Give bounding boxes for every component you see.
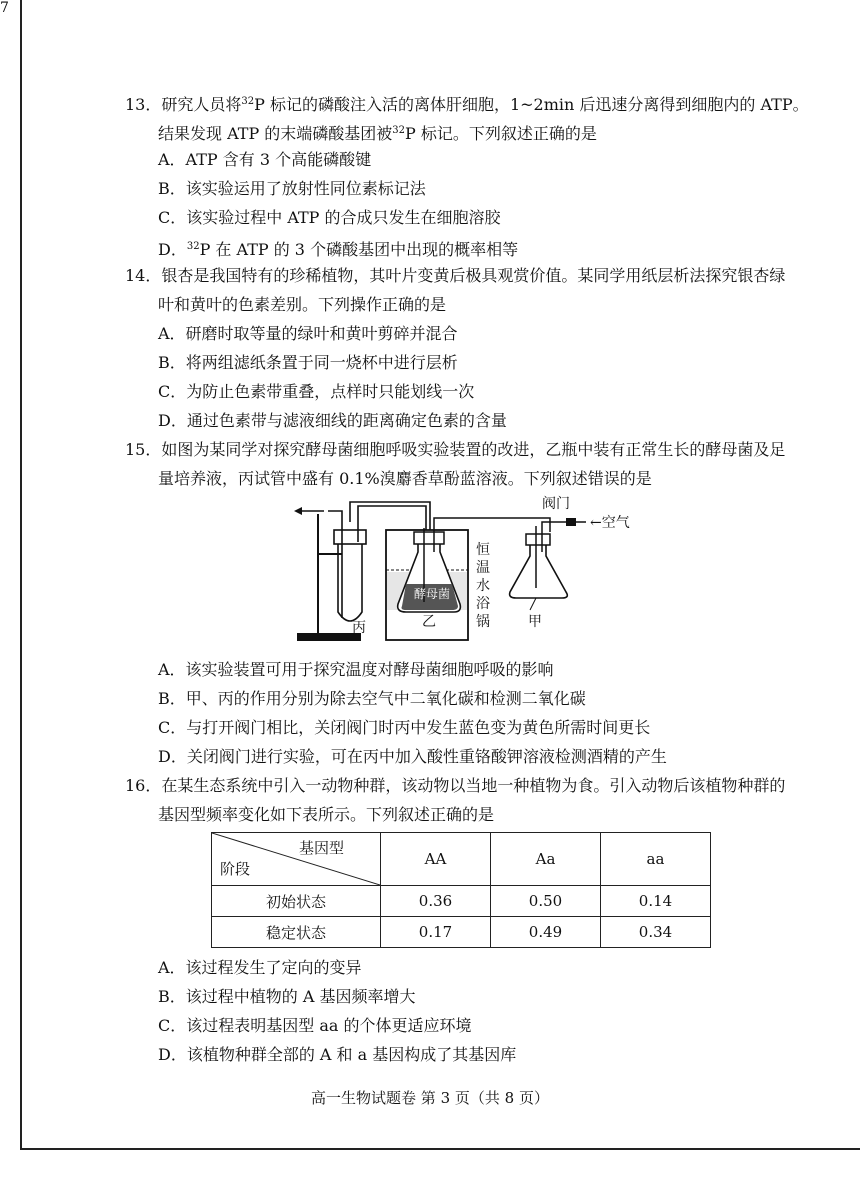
table-row	[212, 886, 711, 917]
q13-option-a: A．ATP 含有 3 个高能磷酸键	[158, 150, 372, 169]
q15-option-a: A．该实验装置可用于探究温度对酵母菌细胞呼吸的影响	[158, 660, 554, 679]
table-cell: 0.34	[601, 917, 711, 948]
table-cell: 0.50	[491, 886, 601, 917]
genotype-frequency-table	[211, 832, 711, 948]
table-cell: 0.14	[601, 886, 711, 917]
column-header: aa	[601, 833, 711, 886]
q16-option-b: B．该过程中植物的 A 基因频率增大	[158, 987, 416, 1006]
q15-stem-line2: 量培养液，丙试管中盛有 0.1%溴麝香草酚蓝溶液。下列叙述错误的是	[158, 469, 652, 488]
table-cell: 0.17	[381, 917, 491, 948]
q13-option-c: C．该实验过程中 ATP 的合成只发生在细胞溶胶	[158, 208, 501, 227]
corner-mark: 7	[0, 0, 9, 16]
q15-option-d: D．关闭阀门进行实验，可在丙中加入酸性重铬酸钾溶液检测酒精的产生	[158, 747, 667, 766]
bath-label-4: 锅	[476, 614, 490, 630]
q14-option-a: A．研磨时取等量的绿叶和黄叶剪碎并混合	[158, 324, 458, 343]
flask-jia	[510, 522, 568, 610]
table-header-row	[212, 833, 711, 886]
q14-option-b: B．将两组滤纸条置于同一烧杯中进行层析	[158, 353, 458, 372]
page-footer: 高一生物试题卷 第 3 页（共 8 页）	[311, 1089, 549, 1107]
yeast-label: 酵母菌	[414, 587, 451, 601]
flask-yi-label: 乙	[422, 614, 436, 630]
outlet-arrow	[294, 507, 324, 515]
q13-option-b: B．该实验运用了放射性同位素标记法	[158, 179, 426, 198]
yeast-respiration-apparatus	[290, 492, 650, 652]
bath-label-0: 恒	[476, 542, 490, 558]
q15-option-c: C．与打开阀门相比，关闭阀门时丙中发生蓝色变为黄色所需时间更长	[158, 718, 651, 737]
valve	[560, 518, 586, 526]
table-row	[212, 917, 711, 948]
q13-option-d: D．$^{32}$P 在 ATP 的 3 个磷酸基团中出现的概率相等	[158, 240, 519, 259]
q16-option-d: D．该植物种群全部的 A 和 a 基因构成了其基因库	[158, 1045, 517, 1064]
bath-label-1: 温	[476, 560, 490, 576]
table-corner-cell	[212, 833, 381, 886]
column-header: AA	[381, 833, 491, 886]
table-cell: 0.36	[381, 886, 491, 917]
q15-option-b: B．甲、丙的作用分别为除去空气中二氧化碳和检测二氧化碳	[158, 689, 586, 708]
corner-bottom-label: 阶段	[220, 860, 251, 878]
q14-stem-line2: 叶和黄叶的色素差别。下列操作正确的是	[158, 295, 447, 314]
bath-label-2: 水	[476, 578, 490, 594]
corner-top-label: 基因型	[298, 839, 344, 857]
page-border-left	[20, 0, 22, 1150]
q13-stem-line1: 13．研究人员将$^{32}$P 标记的磷酸注入活的离体肝细胞，1~2min 后迅速分离得到细胞内的 ATP。	[125, 95, 809, 114]
column-header: Aa	[491, 833, 601, 886]
valve-label: 阀门	[542, 496, 570, 512]
q13-stem-line2: 结果发现 ATP 的末端磷酸基团被$^{32}$P 标记。下列叙述正确的是	[158, 124, 597, 143]
tube-bing-label: 丙	[352, 620, 366, 636]
table-cell: 0.49	[491, 917, 601, 948]
q14-option-d: D．通过色素带与滤液细线的距离确定色素的含量	[158, 411, 507, 430]
flask-jia-label: 甲	[528, 614, 542, 630]
q16-stem-line2: 基因型频率变化如下表所示。下列叙述正确的是	[158, 805, 495, 824]
q16-stem-line1: 16．在某生态系统中引入一动物种群，该动物以当地一种植物为食。引入动物后该植物种群的	[125, 776, 786, 795]
q15-stem-line1: 15．如图为某同学对探究酵母菌细胞呼吸实验装置的改进，乙瓶中装有正常生长的酵母菌及足	[125, 440, 786, 459]
q14-stem-line1: 14．银杏是我国特有的珍稀植物，其叶片变黄后极具观赏价值。某同学用纸层析法探究银杏绿	[125, 266, 786, 285]
q14-option-c: C．为防止色素带重叠，点样时只能划线一次	[158, 382, 475, 401]
page-border-bottom	[20, 1148, 860, 1150]
q16-option-a: A．该过程发生了定向的变异	[158, 958, 362, 977]
air-label: ←空气	[590, 515, 630, 531]
q16-option-c: C．该过程表明基因型 aa 的个体更适应环境	[158, 1016, 472, 1035]
row-label: 稳定状态	[212, 917, 381, 948]
row-label: 初始状态	[212, 886, 381, 917]
bath-label-3: 浴	[476, 596, 490, 612]
